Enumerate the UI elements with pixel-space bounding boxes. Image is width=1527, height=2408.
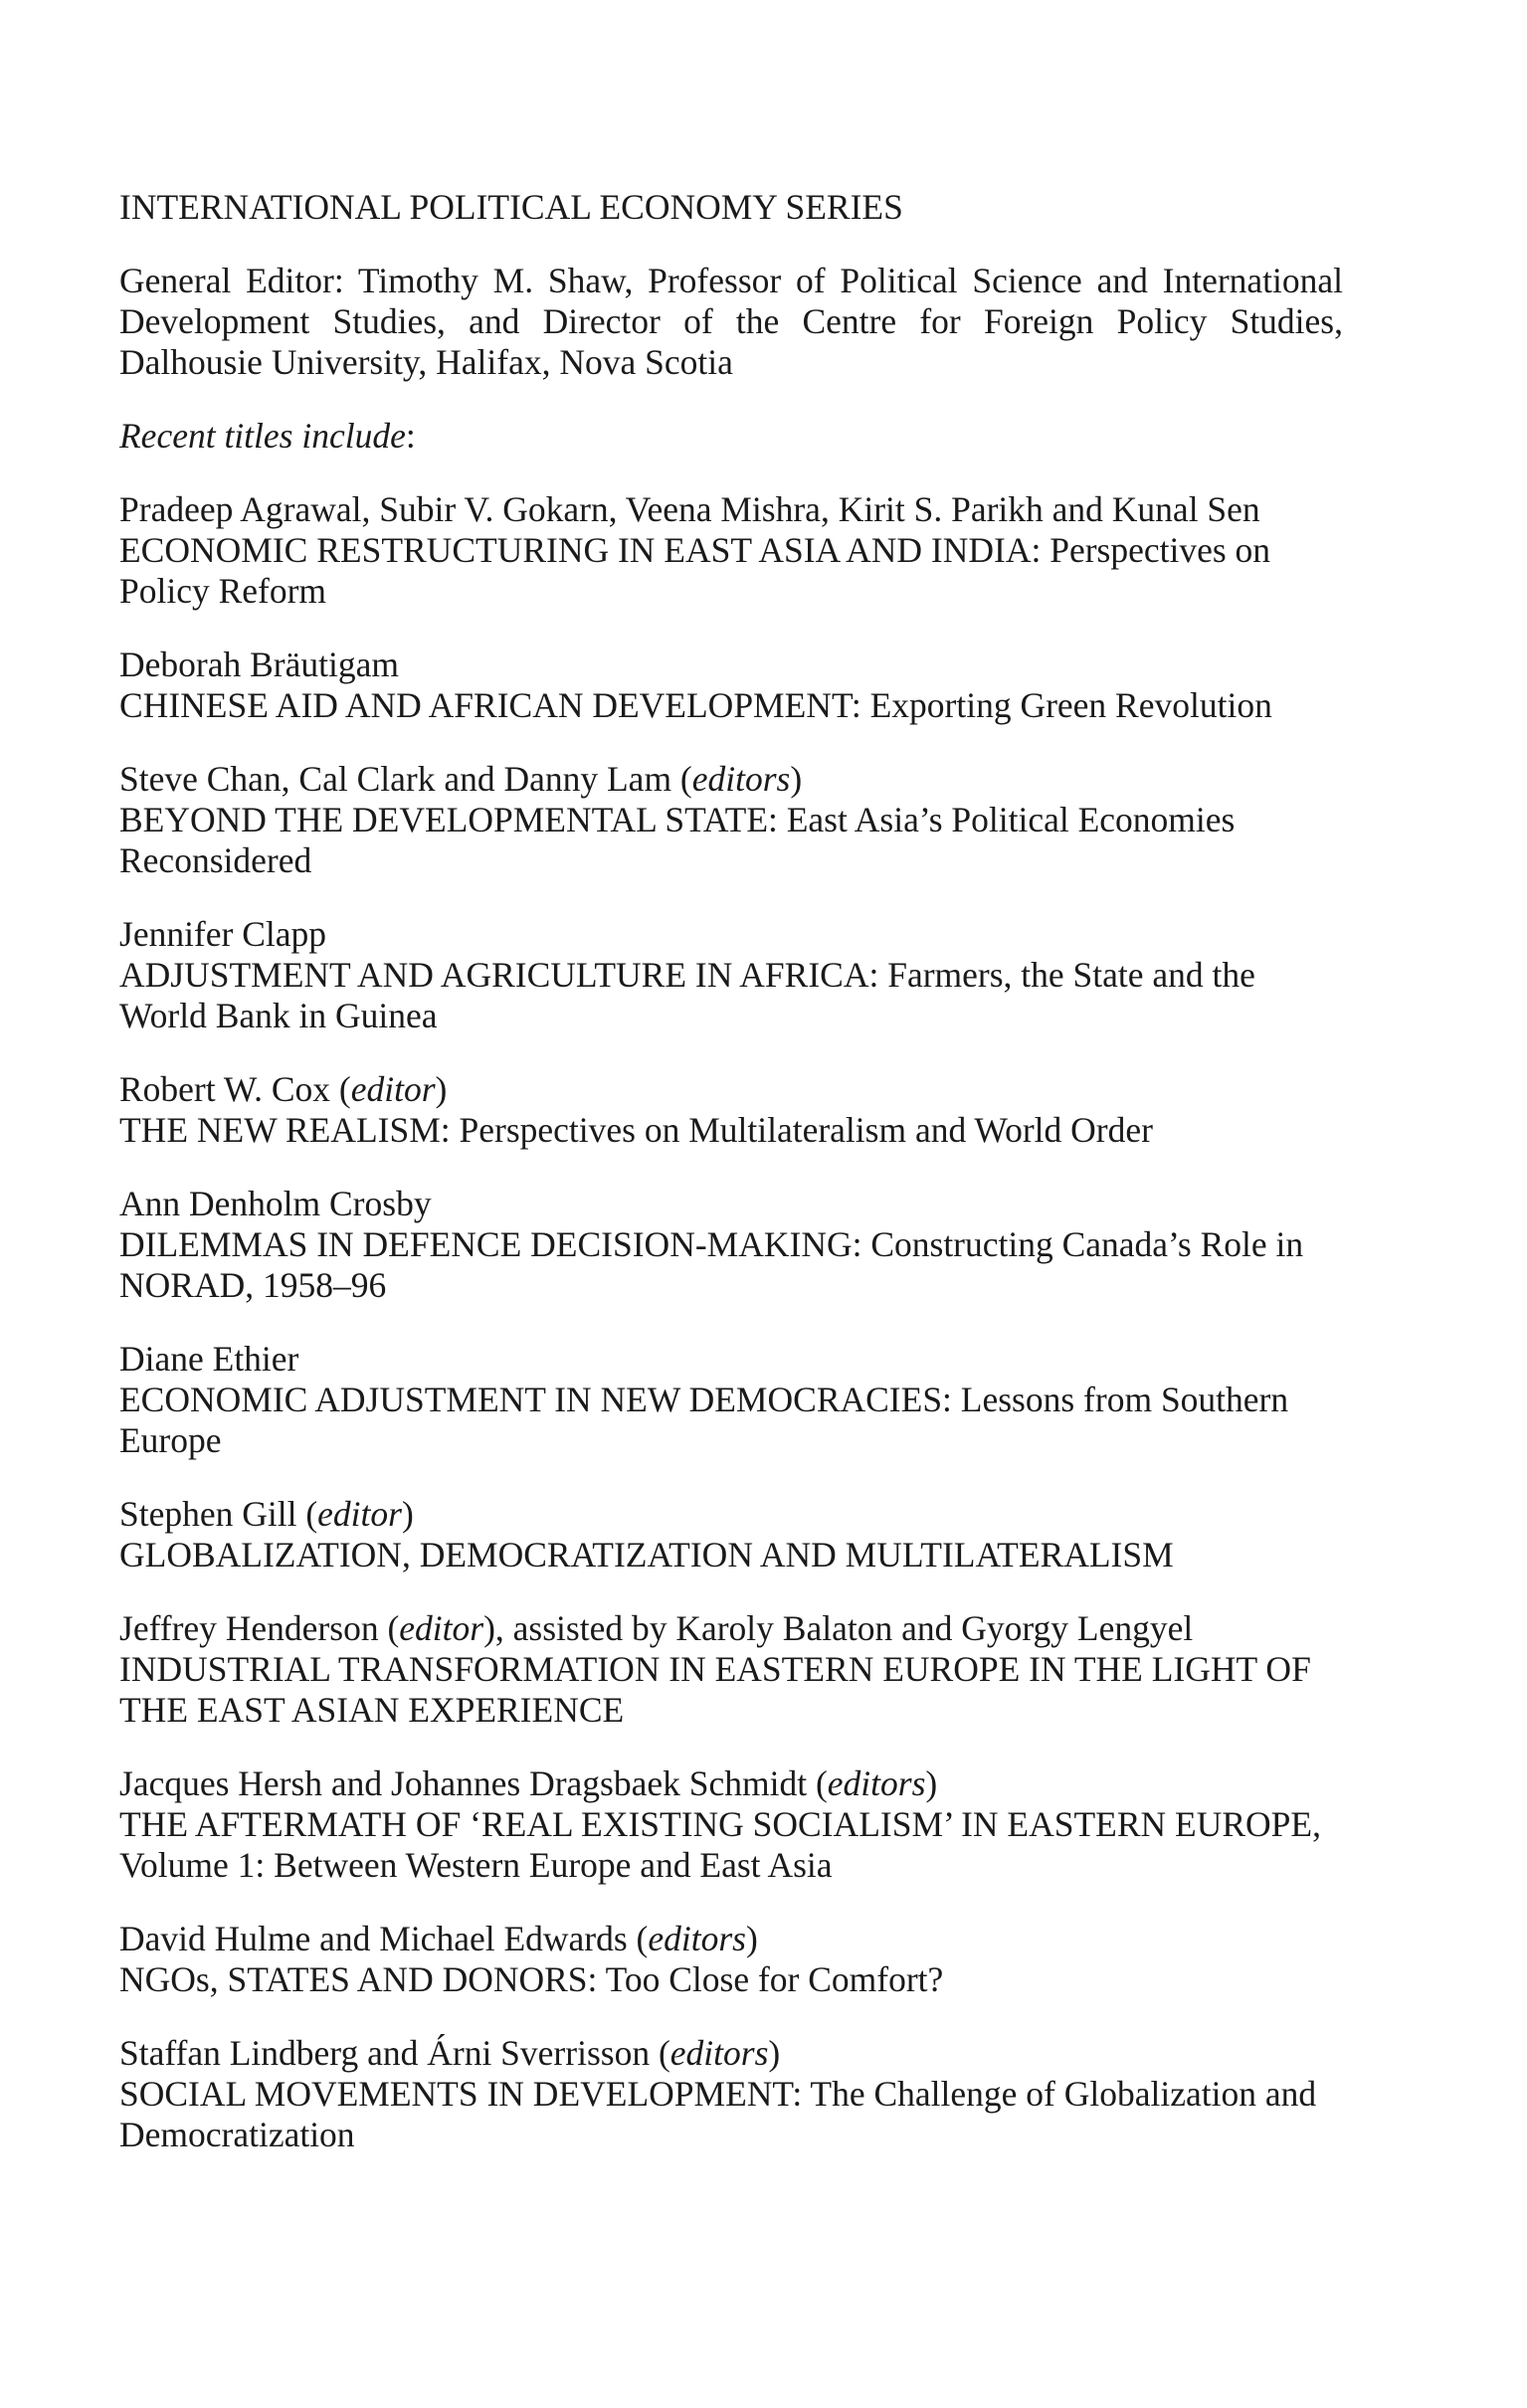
entry-authors-text: Ann Denholm Crosby xyxy=(119,1184,432,1223)
entry-authors-suffix: ) xyxy=(435,1069,448,1109)
entry-authors-suffix: ), assisted by Karoly Balaton and Gyorgy Lengyel xyxy=(483,1608,1194,1648)
entry-book-title: THE NEW REALISM: Perspectives on Multilateralism and World Order xyxy=(119,1110,1153,1150)
series-heading: INTERNATIONAL POLITICAL ECONOMY SERIES xyxy=(119,187,903,227)
entry-editor-role: editors xyxy=(669,2033,769,2073)
entry-book-title: ADJUSTMENT AND AGRICULTURE IN AFRICA: Farmers, the State and the World Bank in Guinea xyxy=(119,955,1255,1035)
entry-book-title: SOCIAL MOVEMENTS IN DEVELOPMENT: The Challenge of Globalization and Democratization xyxy=(119,2074,1317,2154)
entry-book-title: DILEMMAS IN DEFENCE DECISION-MAKING: Constructing Canada’s Role in NORAD, 1958–96 xyxy=(119,1224,1304,1305)
entry-book-title: THE AFTERMATH OF ‘REAL EXISTING SOCIALISM’ IN EASTERN EUROPE, Volume 1: Between Western Europe and East Asia xyxy=(119,1804,1321,1885)
entry-authors xyxy=(119,1608,1343,1649)
title-entry xyxy=(119,1184,1343,1306)
entry-authors-text: Jeffrey Henderson ( xyxy=(119,1608,400,1648)
entry-authors-text: Deborah Bräutigam xyxy=(119,645,399,684)
entry-authors-text: Diane Ethier xyxy=(119,1339,299,1379)
entry-editor-role: editor xyxy=(350,1069,436,1109)
entry-authors-suffix: ) xyxy=(401,1494,414,1534)
title-entry xyxy=(119,489,1343,612)
general-editor-paragraph: General Editor: Timothy M. Shaw, Professor of Political Science and International Development Studies, and Director of the Centre for Foreign Policy Studies, Dalhousie University, Halifax, Nova Scotia xyxy=(119,261,1343,382)
entry-editor-role: editor xyxy=(317,1494,402,1534)
entry-authors-text: Stephen Gill ( xyxy=(119,1494,318,1534)
entry-editor-role: editors xyxy=(648,1919,746,1958)
entry-authors xyxy=(119,2033,1343,2074)
entry-authors-text: Staffan Lindberg and Árni Sverrisson ( xyxy=(119,2033,670,2073)
entry-authors-text: Pradeep Agrawal, Subir V. Gokarn, Veena Mishra, Kirit S. Parikh and Kunal Sen xyxy=(119,489,1260,529)
entry-authors xyxy=(119,1763,1343,1804)
title-entry xyxy=(119,645,1343,726)
title-entry xyxy=(119,2033,1343,2155)
entry-authors xyxy=(119,759,1343,800)
entry-book-title: GLOBALIZATION, DEMOCRATIZATION AND MULTILATERALISM xyxy=(119,1535,1174,1574)
title-entry xyxy=(119,1763,1343,1886)
recent-titles-text: Recent titles include xyxy=(119,416,406,456)
entry-editor-role: editors xyxy=(691,759,791,799)
entry-authors-text: David Hulme and Michael Edwards ( xyxy=(119,1919,649,1958)
entry-editor-role: editors xyxy=(827,1763,926,1803)
title-entry xyxy=(119,1069,1343,1151)
entry-book-title: NGOs, STATES AND DONORS: Too Close for Comfort? xyxy=(119,1959,944,1999)
entry-authors xyxy=(119,1069,1343,1110)
entry-authors-suffix: ) xyxy=(768,2033,781,2073)
entry-editor-role: editor xyxy=(399,1608,484,1648)
title-entry xyxy=(119,1494,1343,1575)
entry-authors xyxy=(119,1494,1343,1535)
book-series-page xyxy=(119,187,1343,2155)
entry-book-title: INDUSTRIAL TRANSFORMATION IN EASTERN EUROPE IN THE LIGHT OF THE EAST ASIAN EXPERIENCE xyxy=(119,1649,1311,1730)
titles-list xyxy=(119,489,1343,2155)
entry-authors-suffix: ) xyxy=(745,1919,758,1958)
entry-authors-text: Jacques Hersh and Johannes Dragsbaek Schmidt ( xyxy=(119,1763,828,1803)
entry-authors-suffix: ) xyxy=(925,1763,938,1803)
entry-authors xyxy=(119,1339,1343,1380)
entry-authors xyxy=(119,1919,1343,1959)
entry-book-title: CHINESE AID AND AFRICAN DEVELOPMENT: Exporting Green Revolution xyxy=(119,685,1272,725)
title-entry xyxy=(119,1608,1343,1731)
entry-book-title: ECONOMIC ADJUSTMENT IN NEW DEMOCRACIES: Lessons from Southern Europe xyxy=(119,1380,1289,1460)
recent-titles-colon: : xyxy=(405,416,416,456)
entry-authors xyxy=(119,914,1343,955)
entry-authors xyxy=(119,645,1343,685)
entry-authors-text: Steve Chan, Cal Clark and Danny Lam ( xyxy=(119,759,692,799)
entry-book-title: BEYOND THE DEVELOPMENTAL STATE: East Asia’s Political Economies Reconsidered xyxy=(119,800,1236,880)
title-entry xyxy=(119,759,1343,881)
entry-book-title: ECONOMIC RESTRUCTURING IN EAST ASIA AND INDIA: Perspectives on Policy Reform xyxy=(119,530,1271,611)
title-entry xyxy=(119,914,1343,1036)
entry-authors xyxy=(119,489,1343,530)
recent-titles-label xyxy=(119,416,1343,457)
entry-authors-suffix: ) xyxy=(790,759,803,799)
entry-authors xyxy=(119,1184,1343,1224)
title-entry xyxy=(119,1339,1343,1461)
title-entry xyxy=(119,1919,1343,2000)
entry-authors-text: Robert W. Cox ( xyxy=(119,1069,351,1109)
entry-authors-text: Jennifer Clapp xyxy=(119,914,327,954)
